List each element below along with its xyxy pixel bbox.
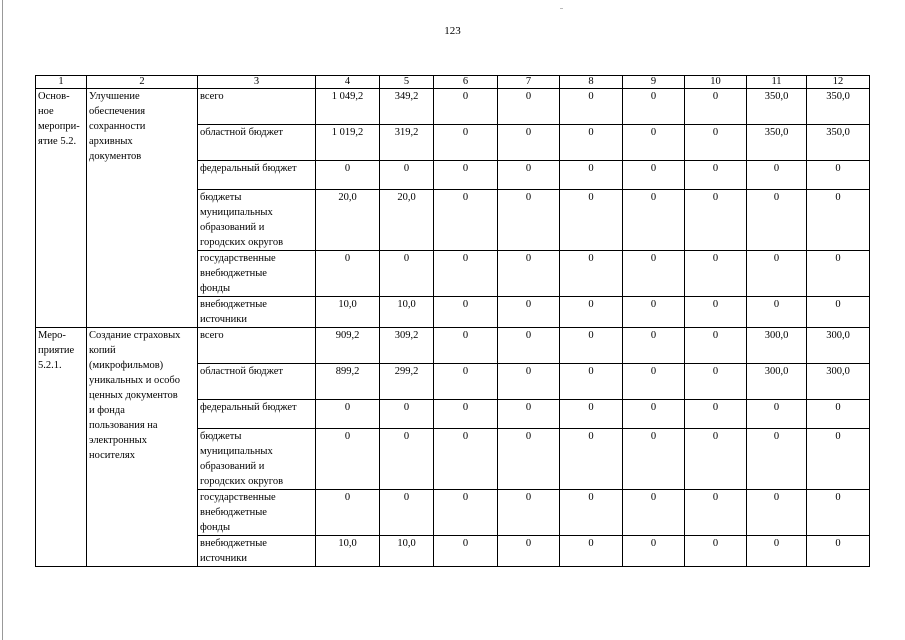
funding-source: государственные внебюджетные фонды <box>198 251 316 297</box>
value-cell: 0 <box>807 190 870 251</box>
value-cell: 0 <box>560 328 623 364</box>
funding-source: всего <box>198 89 316 125</box>
value-cell: 0 <box>434 400 498 429</box>
funding-source: федеральный бюджет <box>198 161 316 190</box>
value-cell: 350,0 <box>807 89 870 125</box>
value-cell: 10,0 <box>380 297 434 328</box>
value-cell: 0 <box>623 328 685 364</box>
value-cell: 0 <box>747 429 807 490</box>
value-cell: 0 <box>623 364 685 400</box>
value-cell: 309,2 <box>380 328 434 364</box>
header-cell: 11 <box>747 76 807 89</box>
header-cell: 5 <box>380 76 434 89</box>
table-row <box>36 89 870 125</box>
value-cell: 0 <box>623 190 685 251</box>
value-cell: 0 <box>434 297 498 328</box>
value-cell: 0 <box>560 251 623 297</box>
value-cell: 0 <box>498 161 560 190</box>
measure-title: Создание страховых копий (микрофильмов) уникальных и особо ценных документов и фонда пользования на электронных носителях <box>87 328 198 567</box>
value-cell: 0 <box>560 190 623 251</box>
value-cell: 0 <box>380 429 434 490</box>
value-cell: 0 <box>380 251 434 297</box>
value-cell: 0 <box>316 251 380 297</box>
funding-source: бюджеты муниципальных образований и городских округов <box>198 190 316 251</box>
header-cell: 9 <box>623 76 685 89</box>
measure-code: Меро- приятие 5.2.1. <box>36 328 87 567</box>
value-cell: 300,0 <box>807 364 870 400</box>
value-cell: 0 <box>560 490 623 536</box>
value-cell: 0 <box>747 161 807 190</box>
value-cell: 0 <box>623 536 685 567</box>
value-cell: 0 <box>807 297 870 328</box>
funding-source: внебюджетные источники <box>198 297 316 328</box>
value-cell: 0 <box>623 251 685 297</box>
value-cell: 0 <box>685 400 747 429</box>
value-cell: 10,0 <box>316 297 380 328</box>
header-cell: 10 <box>685 76 747 89</box>
header-cell: 12 <box>807 76 870 89</box>
value-cell: 319,2 <box>380 125 434 161</box>
value-cell: 0 <box>807 536 870 567</box>
funding-source: внебюджетные источники <box>198 536 316 567</box>
header-cell: 2 <box>87 76 198 89</box>
value-cell: 1 049,2 <box>316 89 380 125</box>
value-cell: 0 <box>747 251 807 297</box>
value-cell: 0 <box>434 364 498 400</box>
value-cell: 899,2 <box>316 364 380 400</box>
header-cell: 1 <box>36 76 87 89</box>
funding-source: бюджеты муниципальных образований и городских округов <box>198 429 316 490</box>
value-cell: 0 <box>623 400 685 429</box>
value-cell: 0 <box>498 251 560 297</box>
scan-speck <box>560 8 563 9</box>
funding-source: всего <box>198 328 316 364</box>
value-cell: 0 <box>623 125 685 161</box>
table-body <box>36 76 870 567</box>
measure-code: Основ- ное меропри- ятие 5.2. <box>36 89 87 328</box>
value-cell: 349,2 <box>380 89 434 125</box>
value-cell: 10,0 <box>316 536 380 567</box>
value-cell: 0 <box>807 161 870 190</box>
value-cell: 0 <box>434 89 498 125</box>
value-cell: 0 <box>560 125 623 161</box>
value-cell: 0 <box>747 190 807 251</box>
value-cell: 0 <box>498 490 560 536</box>
value-cell: 350,0 <box>807 125 870 161</box>
value-cell: 0 <box>380 400 434 429</box>
value-cell: 350,0 <box>747 125 807 161</box>
value-cell: 0 <box>623 89 685 125</box>
funding-source: федеральный бюджет <box>198 400 316 429</box>
value-cell: 0 <box>498 190 560 251</box>
value-cell: 0 <box>316 490 380 536</box>
value-cell: 0 <box>623 297 685 328</box>
value-cell: 0 <box>560 429 623 490</box>
value-cell: 0 <box>807 251 870 297</box>
header-cell: 7 <box>498 76 560 89</box>
value-cell: 300,0 <box>747 328 807 364</box>
value-cell: 300,0 <box>807 328 870 364</box>
page-number: 123 <box>444 25 461 37</box>
page-edge-line <box>2 0 3 640</box>
value-cell: 0 <box>434 251 498 297</box>
value-cell: 0 <box>434 161 498 190</box>
value-cell: 0 <box>560 536 623 567</box>
value-cell: 0 <box>807 490 870 536</box>
value-cell: 0 <box>560 297 623 328</box>
value-cell: 0 <box>560 364 623 400</box>
value-cell: 0 <box>685 190 747 251</box>
value-cell: 20,0 <box>316 190 380 251</box>
value-cell: 0 <box>623 161 685 190</box>
value-cell: 0 <box>380 161 434 190</box>
value-cell: 0 <box>685 125 747 161</box>
value-cell: 0 <box>685 536 747 567</box>
funding-source: областной бюджет <box>198 364 316 400</box>
funding-source: областной бюджет <box>198 125 316 161</box>
value-cell: 0 <box>498 297 560 328</box>
value-cell: 0 <box>685 490 747 536</box>
value-cell: 0 <box>380 490 434 536</box>
value-cell: 0 <box>685 429 747 490</box>
value-cell: 0 <box>316 161 380 190</box>
value-cell: 0 <box>747 400 807 429</box>
value-cell: 0 <box>623 490 685 536</box>
value-cell: 0 <box>560 161 623 190</box>
value-cell: 0 <box>434 328 498 364</box>
value-cell: 0 <box>498 364 560 400</box>
measure-title: Улучшение обеспечения сохранности архивных документов <box>87 89 198 328</box>
value-cell: 0 <box>747 536 807 567</box>
value-cell: 0 <box>498 536 560 567</box>
value-cell: 0 <box>316 400 380 429</box>
value-cell: 20,0 <box>380 190 434 251</box>
value-cell: 0 <box>498 89 560 125</box>
value-cell: 0 <box>434 190 498 251</box>
value-cell: 0 <box>685 161 747 190</box>
value-cell: 0 <box>498 400 560 429</box>
value-cell: 0 <box>747 297 807 328</box>
value-cell: 0 <box>747 490 807 536</box>
value-cell: 0 <box>685 89 747 125</box>
value-cell: 0 <box>685 364 747 400</box>
value-cell: 909,2 <box>316 328 380 364</box>
value-cell: 0 <box>560 89 623 125</box>
header-cell: 3 <box>198 76 316 89</box>
value-cell: 0 <box>685 251 747 297</box>
value-cell: 350,0 <box>747 89 807 125</box>
value-cell: 0 <box>623 429 685 490</box>
value-cell: 0 <box>685 297 747 328</box>
value-cell: 0 <box>434 490 498 536</box>
value-cell: 0 <box>498 328 560 364</box>
value-cell: 10,0 <box>380 536 434 567</box>
value-cell: 0 <box>560 400 623 429</box>
value-cell: 1 019,2 <box>316 125 380 161</box>
value-cell: 300,0 <box>747 364 807 400</box>
value-cell: 0 <box>434 429 498 490</box>
value-cell: 0 <box>807 400 870 429</box>
value-cell: 0 <box>498 125 560 161</box>
funding-source: государственные внебюджетные фонды <box>198 490 316 536</box>
table-row <box>36 328 870 364</box>
header-row <box>36 76 870 89</box>
value-cell: 0 <box>434 536 498 567</box>
value-cell: 0 <box>685 328 747 364</box>
header-cell: 4 <box>316 76 380 89</box>
budget-table <box>35 75 870 567</box>
header-cell: 6 <box>434 76 498 89</box>
value-cell: 0 <box>316 429 380 490</box>
header-cell: 8 <box>560 76 623 89</box>
value-cell: 299,2 <box>380 364 434 400</box>
value-cell: 0 <box>807 429 870 490</box>
value-cell: 0 <box>434 125 498 161</box>
value-cell: 0 <box>498 429 560 490</box>
